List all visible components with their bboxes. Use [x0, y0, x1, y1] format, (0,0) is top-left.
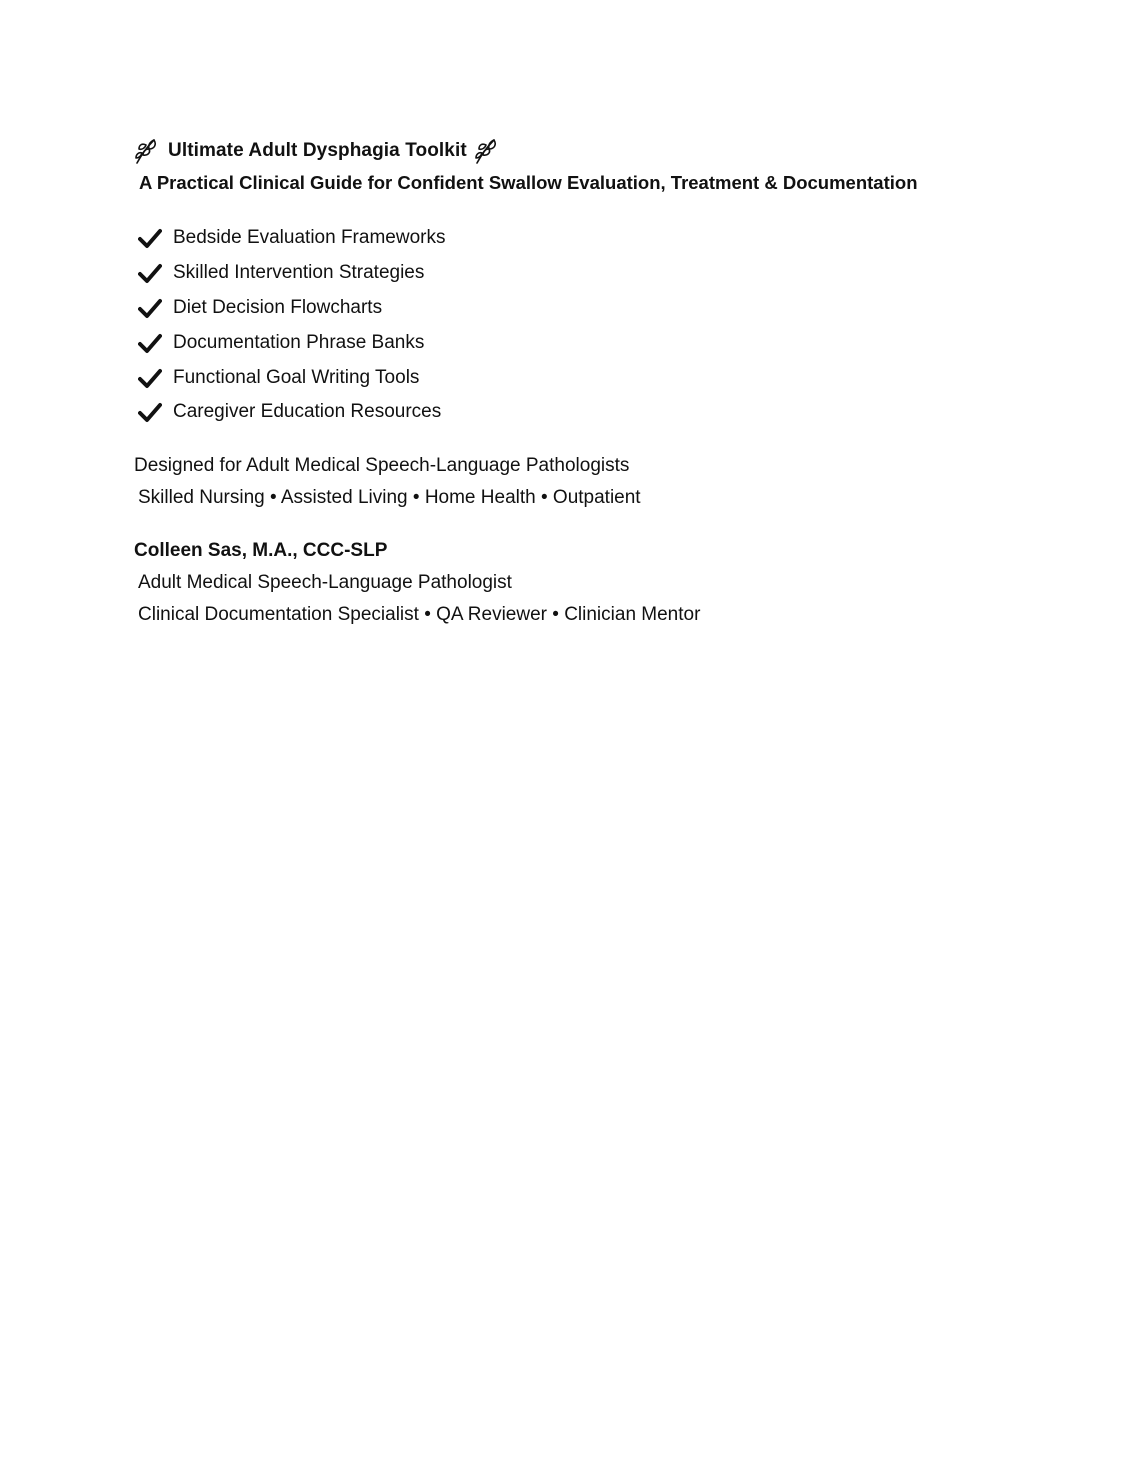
audience-line: Designed for Adult Medical Speech-Language Pathologists [134, 454, 630, 476]
check-icon [138, 367, 162, 389]
list-item [134, 395, 1034, 430]
feature-label: Diet Decision Flowcharts [173, 296, 383, 318]
document-content [134, 134, 1034, 631]
check-icon [138, 227, 162, 249]
check-icon [138, 401, 162, 423]
author-block [134, 535, 1034, 631]
feature-label: Caregiver Education Resources [173, 401, 442, 423]
list-item [134, 360, 1034, 395]
author-role: Adult Medical Speech-Language Pathologist [138, 571, 512, 593]
list-item [134, 256, 1034, 291]
page-subtitle: A Practical Clinical Guide for Confident Swallow Evaluation, Treatment & Documentation [139, 172, 918, 193]
leaf-icon [474, 137, 500, 165]
feature-label: Functional Goal Writing Tools [173, 366, 420, 388]
list-item [134, 325, 1034, 360]
feature-label: Documentation Phrase Banks [173, 331, 425, 353]
page-title: Ultimate Adult Dysphagia Toolkit [168, 140, 467, 161]
feature-label: Skilled Intervention Strategies [173, 262, 425, 284]
list-item [134, 291, 1034, 326]
list-item [134, 221, 1034, 256]
author-name: Colleen Sas, M.A., CCC-SLP [134, 539, 388, 561]
check-icon [138, 262, 162, 284]
check-icon [138, 332, 162, 354]
check-icon [138, 297, 162, 319]
feature-label: Bedside Evaluation Frameworks [173, 227, 446, 249]
feature-list [134, 221, 1034, 430]
title-row [134, 134, 1034, 168]
audience-block [134, 450, 1034, 514]
author-credentials: Clinical Documentation Specialist • QA Reviewer • Clinician Mentor [138, 603, 701, 625]
settings-line: Skilled Nursing • Assisted Living • Home Health • Outpatient [138, 486, 641, 508]
leaf-icon [134, 137, 160, 165]
